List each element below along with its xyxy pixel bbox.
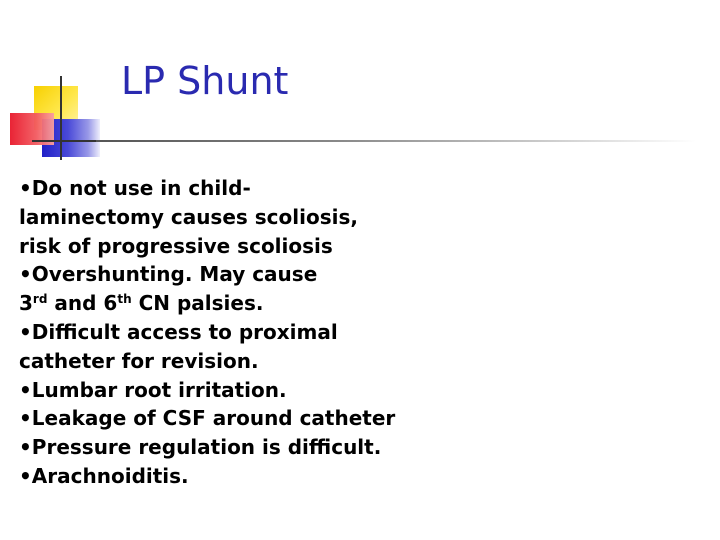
bullet-text: Pressure regulation is difficult. xyxy=(31,435,382,460)
title-underline-rule xyxy=(96,140,696,142)
bullet-line xyxy=(19,376,709,405)
logo-vertical-line xyxy=(60,76,62,160)
bullet-line xyxy=(19,203,709,232)
bullet-text: Overshunting. May cause xyxy=(31,262,318,287)
decorative-logo-squares xyxy=(0,0,110,170)
bullet-marker: • xyxy=(19,463,32,488)
bullet-text: risk of progressive scoliosis xyxy=(19,233,333,258)
bullet-line xyxy=(19,318,709,347)
bullet-text-part: CN palsies. xyxy=(131,291,264,316)
bullet-text: Leakage of CSF around catheter xyxy=(31,406,396,431)
bullet-text-part: 3 xyxy=(19,291,33,316)
bullet-line xyxy=(19,462,709,491)
ordinal-superscript: rd xyxy=(32,292,48,307)
bullet-marker: • xyxy=(19,435,32,460)
bullet-line xyxy=(19,404,709,433)
logo-horizontal-line xyxy=(32,140,102,142)
bullet-text: catheter for revision. xyxy=(19,348,259,373)
slide-title: LP Shunt xyxy=(121,59,289,103)
bullet-text: Lumbar root irritation. xyxy=(31,377,287,402)
bullet-line xyxy=(19,232,709,261)
ordinal-superscript: th xyxy=(117,292,132,307)
bullet-line xyxy=(19,433,709,462)
slide-bullet-list xyxy=(19,174,709,491)
bullet-line xyxy=(19,260,709,289)
bullet-marker: • xyxy=(19,377,32,402)
bullet-marker: • xyxy=(19,319,32,344)
bullet-text: Arachnoiditis. xyxy=(31,463,189,488)
bullet-text: Do not use in child- xyxy=(31,176,251,200)
bullet-text-part: and 6 xyxy=(47,291,118,316)
bullet-line xyxy=(19,347,709,376)
bullet-text: laminectomy causes scoliosis, xyxy=(19,204,358,229)
bullet-marker: • xyxy=(19,262,32,287)
bullet-text: Difficult access to proximal xyxy=(31,319,338,344)
bullet-line xyxy=(19,174,709,203)
bullet-marker: • xyxy=(19,406,32,431)
bullet-marker: • xyxy=(19,176,32,200)
bullet-line xyxy=(19,289,709,318)
